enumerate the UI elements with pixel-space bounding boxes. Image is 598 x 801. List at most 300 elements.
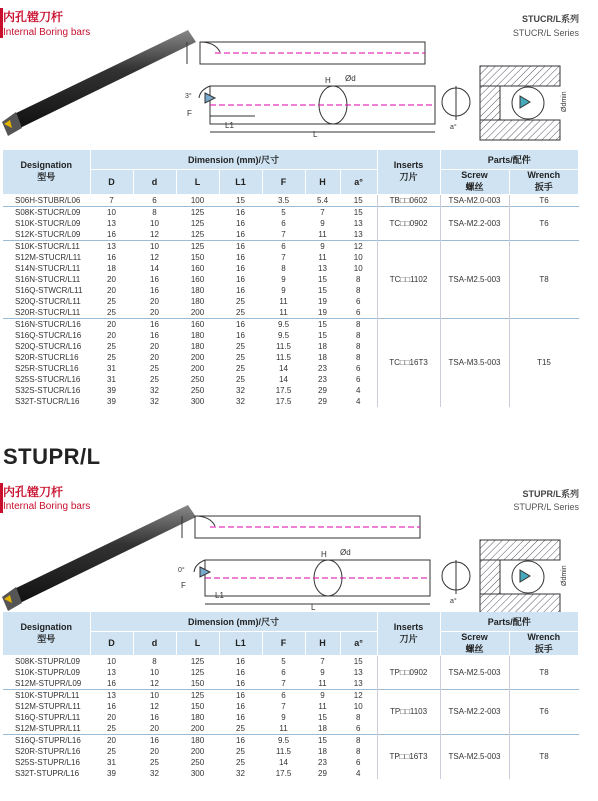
dimension-cell: 11.5 bbox=[276, 746, 291, 756]
designation-cell: S20R-STUCR/L11 bbox=[15, 307, 81, 317]
dimension-cell: 25 bbox=[107, 352, 116, 362]
col-D: D bbox=[90, 631, 133, 655]
section-title-en: Internal Boring bars bbox=[3, 27, 91, 38]
dimension-cell: 25 bbox=[236, 757, 245, 767]
designation-cell: S10K-STUCR/L11 bbox=[3, 240, 90, 252]
designation-cell: S08K-STUCR/L09 bbox=[3, 206, 90, 218]
dimension-cell: 200 bbox=[190, 723, 205, 733]
dimension-cell: 6 bbox=[262, 240, 305, 252]
designation-cell: S16Q-STUPR/L11 bbox=[15, 712, 81, 722]
dimension-cell: 25 bbox=[107, 746, 116, 756]
dimension-cell: 15 bbox=[318, 712, 327, 722]
technical-drawing-side bbox=[185, 38, 445, 138]
dimension-cell: 125 bbox=[176, 689, 219, 701]
dimension-cell: 16 bbox=[236, 330, 245, 340]
designation-cell: S20R-STUCRL16 bbox=[15, 352, 79, 362]
dimension-cell: 200 bbox=[190, 363, 205, 373]
designation-cell: S16Q-STWCR/L11 bbox=[15, 285, 83, 295]
dimension-cell: 25 bbox=[150, 363, 159, 373]
dimension-cell: 14 bbox=[279, 374, 288, 384]
screw-cell: TSA-M2.2-003 bbox=[440, 689, 509, 734]
dimension-cell: 17.5 bbox=[275, 768, 292, 778]
col-L: L bbox=[176, 631, 219, 655]
dimension-cell: 125 bbox=[176, 206, 219, 218]
dimension-cell: 25 bbox=[236, 746, 245, 756]
dimension-cell: 13 bbox=[318, 263, 327, 273]
dimension-cell: 9 bbox=[320, 667, 325, 677]
dimension-cell: 12 bbox=[150, 701, 159, 711]
dimension-cell: 20 bbox=[150, 296, 159, 306]
dimension-cell: 13 bbox=[353, 667, 363, 677]
dim-h: H bbox=[325, 76, 331, 85]
dimension-cell: 25 bbox=[236, 341, 245, 351]
dimension-cell: 11 bbox=[318, 701, 327, 711]
dimension-cell: 20 bbox=[107, 330, 116, 340]
designation-cell: S10K-STUCR/L09 bbox=[15, 218, 81, 228]
designation-cell: S12M-STUCR/L11 bbox=[15, 252, 82, 262]
designation-cell: S32T-STUPR/L16 bbox=[15, 768, 80, 778]
dimension-cell: 8 bbox=[356, 330, 361, 340]
series-heading: STUPR/L bbox=[3, 444, 101, 469]
dimension-cell: 6 bbox=[356, 307, 361, 317]
col-F: F bbox=[262, 631, 305, 655]
dimension-cell: 7 bbox=[281, 252, 286, 262]
insert-cell: TP□□1103 bbox=[377, 689, 440, 734]
dimension-cell: 31 bbox=[107, 363, 116, 373]
technical-drawing-end bbox=[440, 82, 480, 132]
bore-section-drawing bbox=[478, 62, 578, 144]
col-parts: Parts/配件 bbox=[440, 150, 579, 169]
dimension-cell: 20 bbox=[150, 341, 159, 351]
dimension-cell: 8 bbox=[356, 285, 361, 295]
dimension-cell: 32 bbox=[150, 396, 159, 406]
table-row bbox=[3, 240, 579, 252]
dimension-cell: 16 bbox=[219, 734, 262, 746]
dimension-cell: 16 bbox=[236, 218, 245, 228]
dimension-cell: 16 bbox=[107, 701, 116, 711]
wrench-cell: T6 bbox=[509, 689, 579, 734]
screw-cell: TSA-M2.2-003 bbox=[440, 206, 509, 240]
dimension-cell: 16 bbox=[107, 252, 116, 262]
boring-bar-image bbox=[0, 495, 200, 625]
dimension-cell: 15 bbox=[318, 330, 327, 340]
dimension-cell: 9.5 bbox=[277, 330, 290, 340]
dimension-cell: 7 bbox=[281, 701, 286, 711]
dimension-cell: 20 bbox=[107, 274, 116, 284]
dimension-cell: 16 bbox=[219, 689, 262, 701]
wrench-cell: T8 bbox=[509, 655, 579, 689]
dimension-cell: 16 bbox=[236, 701, 245, 711]
screw-cell: TSA-M2.5-003 bbox=[440, 240, 509, 318]
dimension-cell: 13 bbox=[353, 218, 363, 228]
dimension-cell: 12 bbox=[340, 240, 377, 252]
insert-cell: TC□□1102 bbox=[377, 240, 440, 318]
dim-f: F bbox=[187, 109, 192, 118]
col-parts: Parts/配件 bbox=[440, 612, 579, 631]
dimension-cell: 125 bbox=[176, 655, 219, 667]
dimension-cell: 8 bbox=[356, 352, 361, 362]
dimension-cell: 6 bbox=[262, 689, 305, 701]
table-row bbox=[3, 689, 579, 701]
insert-cell: TB□□0602 bbox=[377, 194, 440, 206]
dimension-cell: 6 bbox=[356, 374, 361, 384]
spec-table-stupr bbox=[3, 612, 579, 779]
table-row bbox=[3, 734, 579, 746]
dimension-cell: 16 bbox=[236, 252, 245, 262]
col-d: d bbox=[133, 169, 176, 194]
insert-cell: TC□□16T3 bbox=[377, 318, 440, 407]
screw-cell: TSA-M2.5-003 bbox=[440, 655, 509, 689]
dimension-cell: 300 bbox=[190, 768, 205, 778]
dimension-cell: 8 bbox=[356, 712, 361, 722]
dimension-cell: 9 bbox=[320, 218, 325, 228]
dimension-cell: 15 bbox=[219, 194, 262, 206]
dimension-cell: 14 bbox=[279, 757, 288, 767]
dimension-cell: 29 bbox=[318, 396, 327, 406]
dimension-cell: 13 bbox=[107, 667, 116, 677]
dimension-cell: 23 bbox=[318, 757, 327, 767]
dimension-cell: 250 bbox=[190, 374, 205, 384]
dimension-cell: 17.5 bbox=[275, 396, 292, 406]
dimension-cell: 31 bbox=[107, 374, 116, 384]
dimension-cell: 6 bbox=[356, 757, 361, 767]
dimension-cell: 6 bbox=[133, 194, 176, 206]
dimension-cell: 16 bbox=[236, 274, 245, 284]
dimension-cell: 18 bbox=[107, 263, 116, 273]
dimension-cell: 16 bbox=[219, 655, 262, 667]
dimension-cell: 25 bbox=[236, 296, 245, 306]
dimension-cell: 9 bbox=[305, 689, 340, 701]
designation-cell: S25S-STUPR/L16 bbox=[15, 757, 80, 767]
table-row bbox=[3, 206, 579, 218]
col-L1: L1 bbox=[219, 631, 262, 655]
dimension-cell: 10 bbox=[90, 655, 133, 667]
dimension-cell: 9 bbox=[281, 712, 286, 722]
dimension-cell: 20 bbox=[90, 734, 133, 746]
dimension-cell: 15 bbox=[318, 285, 327, 295]
dim-l: L bbox=[311, 603, 316, 612]
dimension-cell: 16 bbox=[150, 330, 159, 340]
dimension-cell: 29 bbox=[318, 385, 327, 395]
dimension-cell: 6 bbox=[281, 218, 286, 228]
designation-cell: S14N-STUCR/L11 bbox=[15, 263, 81, 273]
dimension-cell: 14 bbox=[279, 363, 288, 373]
dimension-cell: 8 bbox=[340, 318, 377, 330]
wrench-cell: T8 bbox=[509, 734, 579, 779]
designation-cell: S16Q-STUCR/L16 bbox=[15, 330, 82, 340]
dimension-cell: 180 bbox=[190, 341, 205, 351]
dimension-cell: 39 bbox=[107, 396, 116, 406]
dimension-cell: 32 bbox=[236, 396, 245, 406]
col-a: a° bbox=[340, 631, 377, 655]
designation-cell: S16N-STUCR/L11 bbox=[15, 274, 81, 284]
dimension-cell: 15 bbox=[340, 655, 377, 667]
dimension-cell: 4 bbox=[356, 396, 361, 406]
dimension-cell: 180 bbox=[190, 296, 205, 306]
dimension-cell: 14 bbox=[150, 263, 159, 273]
col-inserts: Inserts 刀片 bbox=[377, 612, 440, 655]
table-row bbox=[3, 194, 579, 206]
dimension-cell: 16 bbox=[150, 285, 159, 295]
dimension-cell: 7 bbox=[305, 206, 340, 218]
dimension-cell: 10 bbox=[133, 689, 176, 701]
dimension-cell: 25 bbox=[236, 374, 245, 384]
dimension-cell: 15 bbox=[305, 734, 340, 746]
designation-cell: S08K-STUPR/L09 bbox=[3, 655, 90, 667]
dimension-cell: 8 bbox=[356, 341, 361, 351]
col-F: F bbox=[262, 169, 305, 194]
dimension-cell: 250 bbox=[190, 385, 205, 395]
dimension-cell: 180 bbox=[190, 285, 205, 295]
dimension-cell: 16 bbox=[236, 263, 245, 273]
dimension-cell: 11.5 bbox=[276, 341, 291, 351]
dimension-cell: 6 bbox=[356, 296, 361, 306]
dim-l1: L1 bbox=[215, 591, 224, 600]
dimension-cell: 32 bbox=[150, 768, 159, 778]
dimension-cell: 8 bbox=[356, 274, 361, 284]
dimension-cell: 39 bbox=[107, 768, 116, 778]
dimension-cell: 180 bbox=[176, 734, 219, 746]
dimension-cell: 125 bbox=[190, 229, 205, 239]
designation-cell: S16N-STUCR/L16 bbox=[3, 318, 90, 330]
dimension-cell: 16 bbox=[219, 318, 262, 330]
dimension-cell: 13 bbox=[90, 240, 133, 252]
designation-cell: S16Q-STUPR/L16 bbox=[3, 734, 90, 746]
table-row bbox=[3, 655, 579, 667]
col-H: H bbox=[305, 169, 340, 194]
col-L: L bbox=[176, 169, 219, 194]
col-dimension: Dimension (mm)/尺寸 bbox=[90, 612, 377, 631]
dimension-cell: 15 bbox=[340, 206, 377, 218]
col-screw: Screw 螺丝 bbox=[440, 631, 509, 655]
dimension-cell: 25 bbox=[107, 307, 116, 317]
dimension-cell: 31 bbox=[107, 757, 116, 767]
dimension-cell: 125 bbox=[190, 667, 205, 677]
dimension-cell: 13 bbox=[353, 229, 363, 239]
dimension-cell: 12 bbox=[150, 678, 159, 688]
dimension-cell: 10 bbox=[150, 667, 159, 677]
screw-cell: TSA-M2.5-003 bbox=[440, 734, 509, 779]
dimension-cell: 15 bbox=[340, 194, 377, 206]
dimension-cell: 13 bbox=[107, 218, 116, 228]
designation-cell: S12M-STUPR/L11 bbox=[15, 723, 81, 733]
dimension-cell: 13 bbox=[353, 678, 363, 688]
series-label-en: STUCR/L Series bbox=[512, 28, 579, 38]
dimension-cell: 9 bbox=[305, 240, 340, 252]
dimension-cell: 12 bbox=[150, 252, 159, 262]
col-dimension: Dimension (mm)/尺寸 bbox=[90, 150, 377, 169]
dimension-cell: 15 bbox=[318, 274, 327, 284]
dimension-cell: 25 bbox=[236, 352, 245, 362]
dimension-cell: 20 bbox=[150, 352, 159, 362]
dimension-cell: 32 bbox=[236, 385, 245, 395]
dimension-cell: 9.5 bbox=[262, 318, 305, 330]
designation-cell: S10K-STUPR/L09 bbox=[15, 667, 80, 677]
dimension-cell: 11 bbox=[279, 307, 288, 317]
dimension-cell: 18 bbox=[318, 352, 327, 362]
dim-dmin: Ødmin bbox=[561, 565, 568, 586]
col-screw: Screw 螺丝 bbox=[440, 169, 509, 194]
spec-table-body bbox=[3, 655, 579, 779]
dimension-cell: 23 bbox=[318, 374, 327, 384]
dimension-cell: 18 bbox=[318, 341, 327, 351]
dimension-cell: 25 bbox=[236, 363, 245, 373]
dimension-cell: 11 bbox=[318, 252, 327, 262]
dimension-cell: 150 bbox=[190, 252, 205, 262]
designation-cell: S06H-STUBR/L06 bbox=[3, 194, 90, 206]
dimension-cell: 17.5 bbox=[275, 385, 292, 395]
spec-table-stucr bbox=[3, 150, 579, 407]
dim-d: Ød bbox=[340, 548, 351, 557]
dimension-cell: 9 bbox=[281, 274, 286, 284]
dimension-cell: 300 bbox=[190, 396, 205, 406]
screw-cell: TSA-M3.5-003 bbox=[440, 318, 509, 407]
dimension-cell: 16 bbox=[236, 678, 245, 688]
dimension-cell: 16 bbox=[107, 229, 116, 239]
dimension-cell: 16 bbox=[150, 274, 159, 284]
dimension-cell: 150 bbox=[190, 678, 205, 688]
dimension-cell: 9 bbox=[281, 285, 286, 295]
dimension-cell: 16 bbox=[236, 712, 245, 722]
dimension-cell: 5 bbox=[262, 206, 305, 218]
dimension-cell: 180 bbox=[190, 712, 205, 722]
dimension-cell: 13 bbox=[90, 689, 133, 701]
dim-l: L bbox=[313, 130, 318, 138]
dimension-cell: 39 bbox=[107, 385, 116, 395]
dimension-cell: 8 bbox=[281, 263, 286, 273]
dimension-cell: 10 bbox=[150, 218, 159, 228]
dimension-cell: 11 bbox=[318, 678, 327, 688]
section-title-en: Internal Boring bars bbox=[3, 501, 91, 512]
designation-cell: S25R-STUCRL16 bbox=[15, 363, 79, 373]
section-title-cn: 内孔镗刀杆 bbox=[3, 485, 64, 499]
dimension-cell: 5.4 bbox=[305, 194, 340, 206]
dimension-cell: 19 bbox=[318, 307, 327, 317]
dimension-cell: 25 bbox=[236, 307, 245, 317]
dim-a: a° bbox=[450, 124, 457, 131]
dimension-cell: 16 bbox=[133, 318, 176, 330]
dimension-cell: 6 bbox=[356, 363, 361, 373]
dim-dmin: Ødmin bbox=[561, 91, 568, 112]
dimension-cell: 11 bbox=[279, 723, 288, 733]
dimension-cell: 250 bbox=[190, 757, 205, 767]
dimension-cell: 8 bbox=[356, 746, 361, 756]
designation-cell: S25S-STUCR/L16 bbox=[15, 374, 81, 384]
dimension-cell: 20 bbox=[107, 285, 116, 295]
col-wrench: Wrench 扳手 bbox=[509, 631, 579, 655]
dimension-cell: 150 bbox=[190, 701, 205, 711]
dimension-cell: 16 bbox=[219, 240, 262, 252]
dimension-cell: 11.5 bbox=[276, 352, 291, 362]
dim-h: H bbox=[321, 550, 327, 559]
dimension-cell: 7 bbox=[90, 194, 133, 206]
dimension-cell: 16 bbox=[150, 712, 159, 722]
dimension-cell: 16 bbox=[236, 667, 245, 677]
dimension-cell: 6 bbox=[356, 723, 361, 733]
col-inserts: Inserts 刀片 bbox=[377, 150, 440, 194]
dimension-cell: 20 bbox=[107, 712, 116, 722]
dimension-cell: 16 bbox=[236, 229, 245, 239]
dimension-cell: 10 bbox=[353, 701, 363, 711]
dimension-cell: 125 bbox=[176, 240, 219, 252]
designation-cell: S12K-STUCR/L09 bbox=[15, 229, 81, 239]
dimension-cell: 19 bbox=[318, 296, 327, 306]
dimension-cell: 160 bbox=[190, 274, 205, 284]
dimension-cell: 180 bbox=[190, 330, 205, 340]
dimension-cell: 25 bbox=[107, 296, 116, 306]
dimension-cell: 12 bbox=[340, 689, 377, 701]
wrench-cell: T6 bbox=[509, 194, 579, 206]
dimension-cell: 25 bbox=[107, 341, 116, 351]
col-D: D bbox=[90, 169, 133, 194]
dimension-cell: 29 bbox=[318, 768, 327, 778]
col-designation: Designation 型号 bbox=[3, 150, 90, 194]
dimension-cell: 25 bbox=[107, 723, 116, 733]
series-label-cn: STUCR/L系列 bbox=[522, 14, 579, 24]
dimension-cell: 20 bbox=[90, 318, 133, 330]
series-label-en: STUPR/L Series bbox=[513, 502, 579, 512]
dimension-cell: 25 bbox=[150, 374, 159, 384]
boring-bar-image bbox=[0, 20, 200, 150]
dimension-cell: 200 bbox=[190, 307, 205, 317]
dim-angle: 3° bbox=[185, 93, 192, 100]
col-H: H bbox=[305, 631, 340, 655]
dimension-cell: 10 bbox=[90, 206, 133, 218]
series-label-cn: STUPR/L系列 bbox=[522, 489, 579, 499]
dimension-cell: 20 bbox=[150, 307, 159, 317]
dimension-cell: 7 bbox=[305, 655, 340, 667]
dimension-cell: 10 bbox=[353, 252, 363, 262]
dimension-cell: 25 bbox=[236, 723, 245, 733]
dimension-cell: 32 bbox=[150, 385, 159, 395]
dimension-cell: 4 bbox=[356, 768, 361, 778]
dim-l1: L1 bbox=[225, 121, 234, 130]
dimension-cell: 6 bbox=[281, 667, 286, 677]
designation-cell: S12M-STUPR/L11 bbox=[15, 701, 81, 711]
dim-a: a° bbox=[450, 598, 457, 605]
dimension-cell: 3.5 bbox=[262, 194, 305, 206]
wrench-cell: T6 bbox=[509, 206, 579, 240]
spec-table-body bbox=[3, 194, 579, 407]
dimension-cell: 11 bbox=[318, 229, 327, 239]
dimension-cell: 7 bbox=[281, 229, 286, 239]
dimension-cell: 16 bbox=[236, 285, 245, 295]
dimension-cell: 25 bbox=[150, 757, 159, 767]
dimension-cell: 16 bbox=[133, 734, 176, 746]
dimension-cell: 11 bbox=[279, 296, 288, 306]
bore-section-drawing bbox=[478, 536, 578, 618]
designation-cell: S10K-STUPR/L11 bbox=[3, 689, 90, 701]
dimension-cell: 125 bbox=[190, 218, 205, 228]
dimension-cell: 8 bbox=[133, 655, 176, 667]
insert-cell: TC□□0902 bbox=[377, 206, 440, 240]
dimension-cell: 8 bbox=[340, 734, 377, 746]
dimension-cell: 20 bbox=[150, 723, 159, 733]
designation-cell: S32T-STUCR/L16 bbox=[15, 396, 80, 406]
dimension-cell: 4 bbox=[356, 385, 361, 395]
dimension-cell: 100 bbox=[176, 194, 219, 206]
dimension-cell: 23 bbox=[318, 363, 327, 373]
dimension-cell: 32 bbox=[236, 768, 245, 778]
dimension-cell: 18 bbox=[318, 723, 327, 733]
dimension-cell: 5 bbox=[262, 655, 305, 667]
wrench-cell: T8 bbox=[509, 240, 579, 318]
dimension-cell: 18 bbox=[318, 746, 327, 756]
dim-f: F bbox=[181, 581, 186, 590]
designation-cell: S20Q-STUCR/L16 bbox=[15, 341, 82, 351]
dimension-cell: 9.5 bbox=[262, 734, 305, 746]
designation-cell: S12M-STUPR/L09 bbox=[15, 678, 82, 688]
